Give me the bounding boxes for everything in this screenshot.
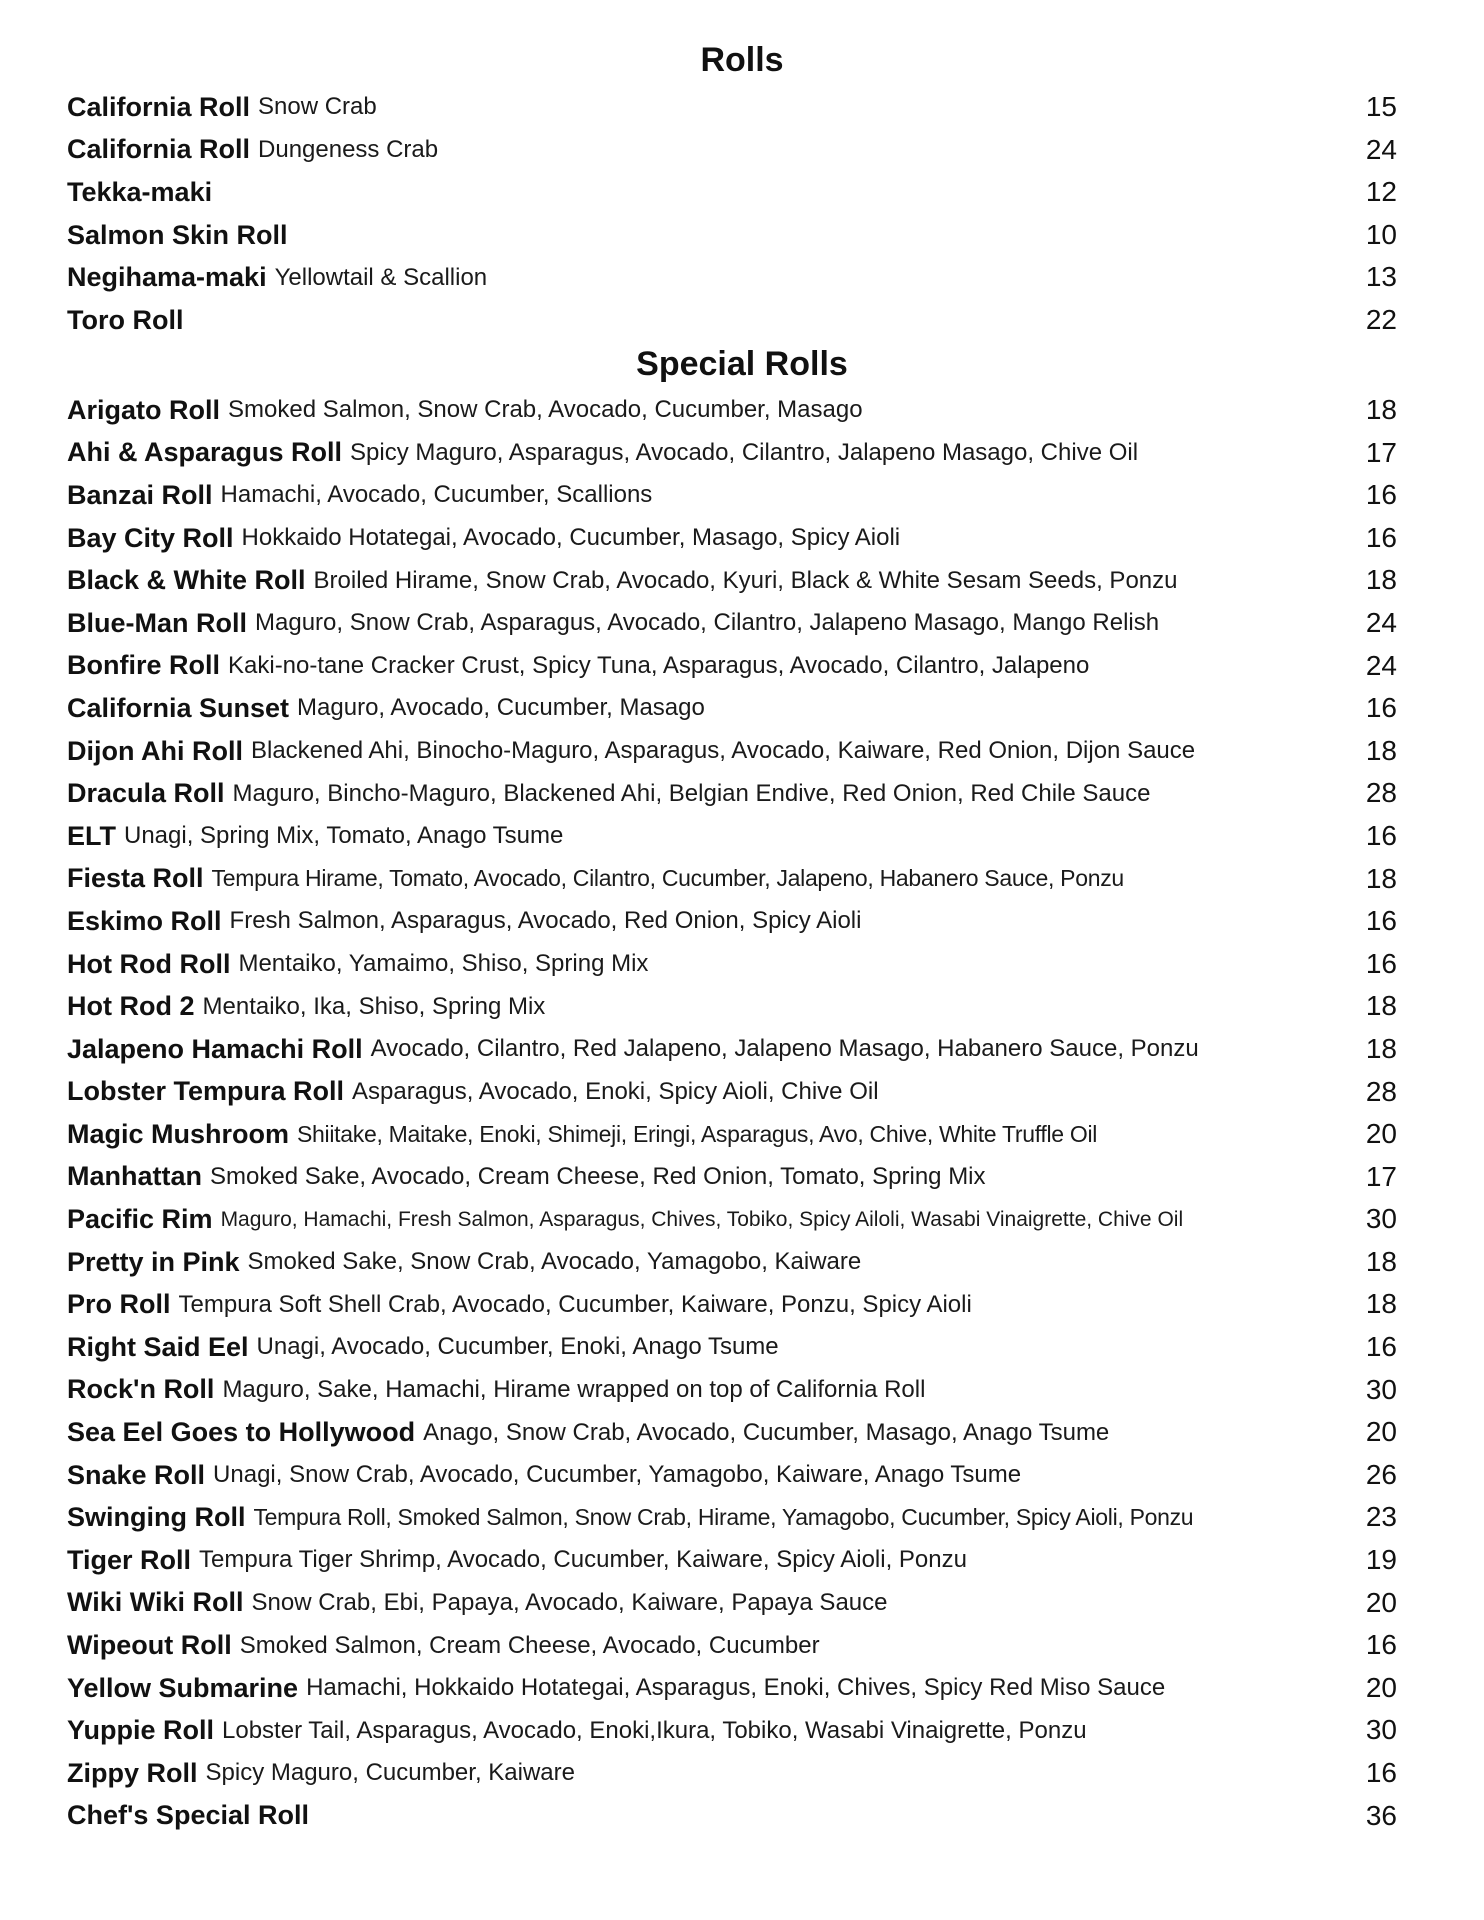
menu-item — [67, 86, 1397, 129]
menu-item — [67, 815, 1397, 858]
item-description: Mentaiko, Yamaimo, Shiso, Spring Mix — [238, 950, 649, 978]
menu-item — [67, 1241, 1397, 1284]
menu-item — [67, 1539, 1397, 1582]
item-name: Hot Rod 2 — [67, 991, 195, 1022]
item-price: 16 — [1365, 1331, 1397, 1363]
menu-item — [67, 645, 1397, 688]
item-price: 17 — [1365, 436, 1397, 468]
item-name: Eskimo Roll — [67, 905, 222, 936]
item-name: Wiki Wiki Roll — [67, 1587, 244, 1618]
item-description: Tempura Hirame, Tomato, Avocado, Cilantro, Cucumber, Jalapeno, Habanero Sauce, Ponzu — [211, 865, 1124, 892]
item-name: Jalapeno Hamachi Roll — [67, 1033, 363, 1064]
item-price: 13 — [1365, 261, 1397, 293]
item-name: Magic Mushroom — [67, 1118, 290, 1149]
item-price: 20 — [1365, 1118, 1397, 1150]
menu-item — [67, 943, 1397, 986]
item-name: Pro Roll — [67, 1289, 171, 1320]
item-price: 28 — [1365, 1075, 1397, 1107]
item-name: California Sunset — [67, 692, 290, 723]
menu-item — [67, 1752, 1397, 1795]
rolls-list — [67, 86, 1397, 342]
item-price: 24 — [1365, 133, 1397, 165]
item-price: 16 — [1365, 1757, 1397, 1788]
item-name: Toro Roll — [67, 304, 184, 335]
item-description: Dungeness Crab — [258, 135, 439, 163]
item-name: Bay City Roll — [67, 522, 234, 553]
item-name: Ahi & Asparagus Roll — [67, 437, 343, 468]
rolls-section-title: Rolls — [700, 41, 784, 79]
menu-item — [67, 214, 1397, 257]
item-price: 18 — [1365, 564, 1397, 596]
menu-item — [67, 1624, 1397, 1667]
item-price: 16 — [1365, 692, 1397, 724]
item-name: Pretty in Pink — [67, 1246, 240, 1277]
menu-item — [67, 171, 1397, 214]
item-price: 17 — [1365, 1160, 1397, 1192]
item-price: 24 — [1365, 606, 1397, 638]
item-description: Blackened Ahi, Binocho-Maguro, Asparagus, Avocado, Kaiware, Red Onion, Dijon Sauce — [250, 737, 1196, 765]
menu-item — [67, 432, 1397, 475]
item-price: 20 — [1365, 1671, 1397, 1703]
menu-item — [67, 1369, 1397, 1412]
item-price: 23 — [1365, 1501, 1397, 1533]
item-description: Hamachi, Avocado, Cucumber, Scallions — [220, 481, 653, 509]
menu-item — [67, 1667, 1397, 1710]
item-description: Broiled Hirame, Snow Crab, Avocado, Kyuri, Black & White Sesam Seeds, Ponzu — [313, 566, 1178, 594]
item-price: 18 — [1365, 1032, 1397, 1064]
item-name: Tekka-maki — [67, 176, 213, 207]
item-price: 19 — [1365, 1544, 1397, 1576]
item-description: Yellowtail & Scallion — [274, 263, 488, 291]
item-name: Blue-Man Roll — [67, 607, 247, 638]
item-description: Hokkaido Hotategai, Avocado, Cucumber, Masago, Spicy Aioli — [241, 524, 901, 552]
item-name: Rock'n Roll — [67, 1374, 215, 1405]
item-description: Spicy Maguro, Cucumber, Kaiware — [205, 1759, 575, 1787]
menu-item — [67, 299, 1397, 342]
menu-item — [67, 1709, 1397, 1752]
menu-item — [67, 256, 1397, 299]
item-price: 16 — [1365, 819, 1397, 851]
item-price: 20 — [1365, 1416, 1397, 1448]
menu-item — [67, 1496, 1397, 1539]
item-description: Anago, Snow Crab, Avocado, Cucumber, Masago, Anago Tsume — [423, 1418, 1110, 1446]
item-description: Smoked Sake, Snow Crab, Avocado, Yamagobo, Kaiware — [247, 1248, 862, 1276]
item-description: Smoked Salmon, Snow Crab, Avocado, Cucumber, Masago — [228, 396, 863, 424]
item-name: Pacific Rim — [67, 1204, 213, 1235]
item-name: Hot Rod Roll — [67, 948, 231, 979]
item-name: Yellow Submarine — [67, 1672, 299, 1703]
menu-item — [67, 1582, 1397, 1625]
menu-item — [67, 858, 1397, 901]
menu-item — [67, 1454, 1397, 1497]
item-description: Unagi, Spring Mix, Tomato, Anago Tsume — [124, 822, 564, 850]
item-price: 28 — [1365, 777, 1397, 809]
item-price: 26 — [1365, 1458, 1397, 1490]
item-description: Snow Crab, Ebi, Papaya, Avocado, Kaiware, Papaya Sauce — [251, 1588, 888, 1616]
item-price: 22 — [1365, 303, 1397, 335]
menu-item — [67, 1326, 1397, 1369]
menu-item — [67, 1113, 1397, 1156]
item-name: Black & White Roll — [67, 565, 306, 596]
item-price: 36 — [1365, 1799, 1397, 1831]
item-price: 16 — [1365, 521, 1397, 553]
menu-item — [67, 1156, 1397, 1199]
item-price: 12 — [1365, 176, 1397, 208]
item-name: Yuppie Roll — [67, 1715, 215, 1746]
item-price: 16 — [1365, 479, 1397, 511]
item-name: Lobster Tempura Roll — [67, 1076, 345, 1107]
item-description: Shiitake, Maitake, Enoki, Shimeji, Eringi, Asparagus, Avo, Chive, White Truffle Oil — [297, 1120, 1098, 1147]
item-description: Hamachi, Hokkaido Hotategai, Asparagus, Enoki, Chives, Spicy Red Miso Sauce — [306, 1674, 1166, 1702]
special-rolls-section-title: Special Rolls — [636, 345, 848, 383]
item-name: California Roll — [67, 134, 251, 165]
item-name: Chef's Special Roll — [67, 1800, 309, 1831]
item-price: 16 — [1365, 947, 1397, 979]
item-description: Lobster Tail, Asparagus, Avocado, Enoki,Ikura, Tobiko, Wasabi Vinaigrette, Ponzu — [222, 1716, 1087, 1744]
item-description: Maguro, Sake, Hamachi, Hirame wrapped on top of California Roll — [222, 1375, 926, 1403]
item-name: Salmon Skin Roll — [67, 219, 288, 250]
item-price: 18 — [1365, 394, 1397, 425]
item-description: Tempura Tiger Shrimp, Avocado, Cucumber, Kaiware, Spicy Aioli, Ponzu — [199, 1546, 967, 1574]
menu-item — [67, 1411, 1397, 1454]
menu-item — [67, 1071, 1397, 1114]
item-price: 20 — [1365, 1586, 1397, 1618]
item-price: 18 — [1365, 862, 1397, 894]
item-description: Kaki-no-tane Cracker Crust, Spicy Tuna, Asparagus, Avocado, Cilantro, Jalapeno — [228, 651, 1090, 679]
item-name: ELT — [67, 820, 116, 851]
menu-item — [67, 517, 1397, 560]
menu-item — [67, 1198, 1397, 1241]
item-name: Zippy Roll — [67, 1757, 198, 1788]
menu-item — [67, 985, 1397, 1028]
item-price: 30 — [1365, 1373, 1397, 1405]
menu-item — [67, 559, 1397, 602]
item-name: Right Said Eel — [67, 1331, 249, 1362]
item-price: 18 — [1365, 990, 1397, 1022]
item-name: Arigato Roll — [67, 394, 220, 425]
item-price: 18 — [1365, 1288, 1397, 1320]
item-name: Sea Eel Goes to Hollywood — [67, 1417, 416, 1448]
item-price: 16 — [1365, 1629, 1397, 1661]
item-description: Asparagus, Avocado, Enoki, Spicy Aioli, Chive Oil — [352, 1077, 879, 1105]
item-description: Unagi, Avocado, Cucumber, Enoki, Anago Tsume — [256, 1333, 779, 1361]
item-price: 10 — [1365, 218, 1397, 250]
menu-item — [67, 687, 1397, 730]
item-description: Unagi, Snow Crab, Avocado, Cucumber, Yamagobo, Kaiware, Anago Tsume — [213, 1461, 1022, 1489]
menu-item — [67, 389, 1397, 432]
menu-item — [67, 900, 1397, 943]
item-price: 30 — [1365, 1714, 1397, 1746]
item-name: Tiger Roll — [67, 1544, 192, 1575]
menu-item — [67, 129, 1397, 172]
menu-item — [67, 1028, 1397, 1071]
item-price: 18 — [1365, 734, 1397, 766]
item-price: 16 — [1365, 905, 1397, 937]
special-rolls-list — [67, 389, 1397, 1837]
menu-item — [67, 474, 1397, 517]
item-description: Smoked Sake, Avocado, Cream Cheese, Red Onion, Tomato, Spring Mix — [210, 1162, 986, 1190]
item-description: Fresh Salmon, Asparagus, Avocado, Red Onion, Spicy Aioli — [229, 907, 862, 935]
item-name: Fiesta Roll — [67, 863, 204, 894]
item-description: Maguro, Avocado, Cucumber, Masago — [297, 694, 705, 722]
item-price: 24 — [1365, 649, 1397, 681]
menu-item — [67, 730, 1397, 773]
item-name: Wipeout Roll — [67, 1630, 232, 1661]
item-description: Maguro, Snow Crab, Asparagus, Avocado, Cilantro, Jalapeno Masago, Mango Relish — [255, 609, 1160, 637]
item-description: Avocado, Cilantro, Red Jalapeno, Jalapeno Masago, Habanero Sauce, Ponzu — [370, 1035, 1199, 1063]
item-price: 30 — [1365, 1203, 1397, 1235]
item-description: Spicy Maguro, Asparagus, Avocado, Cilantro, Jalapeno Masago, Chive Oil — [350, 438, 1139, 466]
menu-item — [67, 772, 1397, 815]
menu-item — [67, 602, 1397, 645]
item-name: Negihama-maki — [67, 262, 267, 293]
item-name: Banzai Roll — [67, 479, 213, 510]
menu-item — [67, 1283, 1397, 1326]
item-name: Snake Roll — [67, 1459, 206, 1490]
item-name: California Roll — [67, 91, 251, 122]
item-price: 15 — [1365, 91, 1397, 122]
item-name: Dracula Roll — [67, 778, 225, 809]
item-description: Smoked Salmon, Cream Cheese, Avocado, Cucumber — [239, 1631, 820, 1659]
item-description: Tempura Roll, Smoked Salmon, Snow Crab, Hirame, Yamagobo, Cucumber, Spicy Aioli, Ponzu — [253, 1504, 1194, 1531]
item-description: Tempura Soft Shell Crab, Avocado, Cucumber, Kaiware, Ponzu, Spicy Aioli — [178, 1290, 972, 1318]
item-description: Mentaiko, Ika, Shiso, Spring Mix — [202, 992, 546, 1020]
item-description: Maguro, Bincho-Maguro, Blackened Ahi, Belgian Endive, Red Onion, Red Chile Sauce — [232, 779, 1151, 807]
item-description: Maguro, Hamachi, Fresh Salmon, Asparagus, Chives, Tobiko, Spicy Ailoli, Wasabi Vinaigrette, Chive Oil — [220, 1207, 1184, 1231]
item-price: 18 — [1365, 1245, 1397, 1277]
item-name: Manhattan — [67, 1161, 202, 1192]
item-name: Bonfire Roll — [67, 650, 220, 681]
item-name: Dijon Ahi Roll — [67, 735, 243, 766]
item-description: Snow Crab — [258, 93, 377, 121]
item-name: Swinging Roll — [67, 1502, 246, 1533]
menu-item — [67, 1795, 1397, 1838]
